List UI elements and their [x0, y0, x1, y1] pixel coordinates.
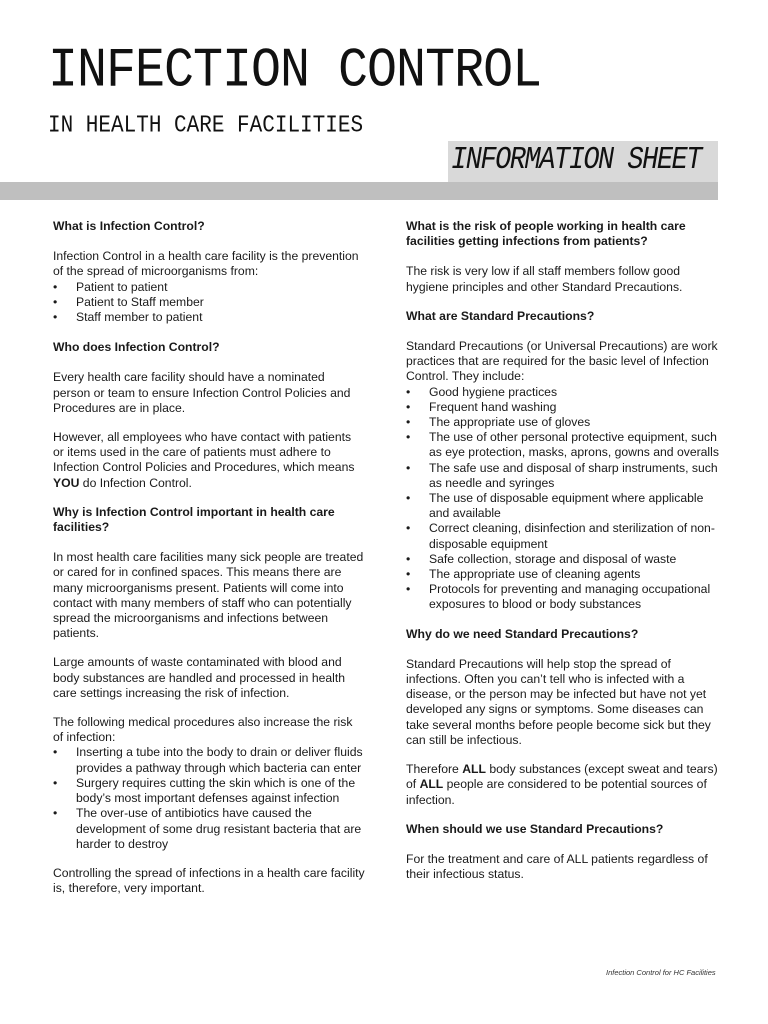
section-paragraph: The following medical procedures also increase the risk of infection:	[53, 715, 353, 745]
section-paragraph: The risk is very low if all staff members follow good hygiene principles and other Standard Precautions.	[406, 264, 683, 294]
list-item: • The appropriate use of cleaning agents	[406, 567, 722, 582]
section-paragraph	[406, 762, 722, 808]
section-paragraph: Every health care facility should have a nominated person or team to ensure Infection Control Policies and Procedures are in place.	[53, 370, 351, 415]
list-item: • Surgery requires cutting the skin which is one of the body’s most important defenses against infection	[53, 776, 365, 806]
bullet-list	[406, 385, 722, 613]
list-item: • Good hygiene practices	[406, 385, 722, 400]
page-footer: Infection Control for HC Facilities	[606, 968, 716, 977]
list-item: • Patient to Staff member	[53, 295, 365, 310]
section-heading: What are Standard Precautions?	[406, 308, 595, 323]
list-item: • Frequent hand washing	[406, 400, 722, 415]
list-item: • Inserting a tube into the body to drain or deliver fluids provides a pathway through which bacteria can enter	[53, 745, 365, 775]
bullet-list	[53, 280, 365, 326]
section-heading: Who does Infection Control?	[53, 340, 220, 355]
section-why-infection-control-important	[53, 505, 365, 896]
list-item: • The safe use and disposal of sharp instruments, such as needle and syringes	[406, 461, 722, 491]
section-paragraph: Standard Precautions (or Universal Precautions) are work practices that are required for the basic level of Infection Control. They include:	[406, 339, 718, 384]
section-what-are-standard-precautions	[406, 309, 722, 613]
list-item: • Protocols for preventing and managing occupational exposures to blood or body substances	[406, 582, 722, 612]
section-heading: Why do we need Standard Precautions?	[406, 626, 639, 641]
information-sheet-label: INFORMATION SHEET	[451, 143, 701, 179]
bullet-list	[53, 745, 365, 851]
list-item: • The appropriate use of gloves	[406, 415, 722, 430]
section-risk-to-staff	[406, 219, 722, 295]
text-run: body substances (except sweat and tears) of	[406, 762, 718, 792]
text-run: people are considered to be potential sources of infection.	[406, 777, 707, 807]
list-item: • Patient to patient	[53, 280, 365, 295]
left-column	[53, 219, 365, 910]
section-heading: Why is Infection Control important in health care facilities?	[53, 504, 335, 535]
section-paragraph: Large amounts of waste contaminated with blood and body substances are handled and processed in health care settings increasing the risk of infection.	[53, 655, 346, 700]
list-item: • Correct cleaning, disinfection and sterilization of non-disposable equipment	[406, 521, 722, 551]
text-run: Therefore	[406, 762, 463, 777]
section-paragraph: In most health care facilities many sick people are treated or cared for in confined spaces. This means there are many microorganisms present. Patients will come into contact with many members of staff who can potentially spread the microorganisms and infections between patients.	[53, 550, 364, 641]
section-heading: What is the risk of people working in health care facilities getting infections from patients?	[406, 219, 686, 249]
list-item: • The use of other personal protective equipment, such as eye protection, masks, aprons, gowns and overalls	[406, 430, 722, 460]
list-item: • Staff member to patient	[53, 310, 365, 325]
section-why-standard-precautions	[406, 627, 722, 808]
section-paragraph: Controlling the spread of infections in a health care facility is, therefore, very important.	[53, 865, 365, 896]
list-item: • Safe collection, storage and disposal of waste	[406, 552, 722, 567]
section-heading: What is Infection Control?	[53, 219, 205, 233]
document-subtitle: IN HEALTH CARE FACILITIES	[48, 112, 364, 140]
right-column	[406, 219, 722, 896]
section-what-is-infection-control	[53, 219, 365, 325]
header-divider-bar	[0, 182, 718, 200]
section-paragraph	[53, 430, 365, 491]
section-heading: When should we use Standard Precautions?	[406, 821, 664, 836]
list-item: • The over-use of antibiotics have caused the development of some drug resistant bacteria that are harder to destroy	[53, 806, 365, 852]
emphasis-all: ALL	[419, 777, 444, 792]
text-run: However, all employees who have contact with patients or items used in the care of patients must adhere to Infection Control Policies and Procedures, which means	[53, 430, 355, 475]
emphasis-all: ALL	[462, 762, 486, 777]
section-paragraph: Standard Precautions will help stop the spread of infections. Often you can’t tell who is infected with a disease, or the person may be infected but have not yet developed any signs or symptoms. Some diseases can take several months before people become sick but they can still be infectious.	[406, 656, 711, 747]
section-paragraph: For the treatment and care of ALL patients regardless of their infectious status.	[406, 851, 708, 882]
section-who-does-infection-control	[53, 340, 365, 491]
section-paragraph: Infection Control in a health care facility is the prevention of the spread of microorganisms from:	[53, 249, 359, 279]
document-title: INFECTION CONTROL	[48, 39, 542, 104]
emphasis-you: YOU	[53, 475, 80, 490]
list-item: • The use of disposable equipment where applicable and available	[406, 491, 722, 521]
text-run: do Infection Control.	[79, 475, 192, 490]
section-when-standard-precautions	[406, 822, 722, 883]
